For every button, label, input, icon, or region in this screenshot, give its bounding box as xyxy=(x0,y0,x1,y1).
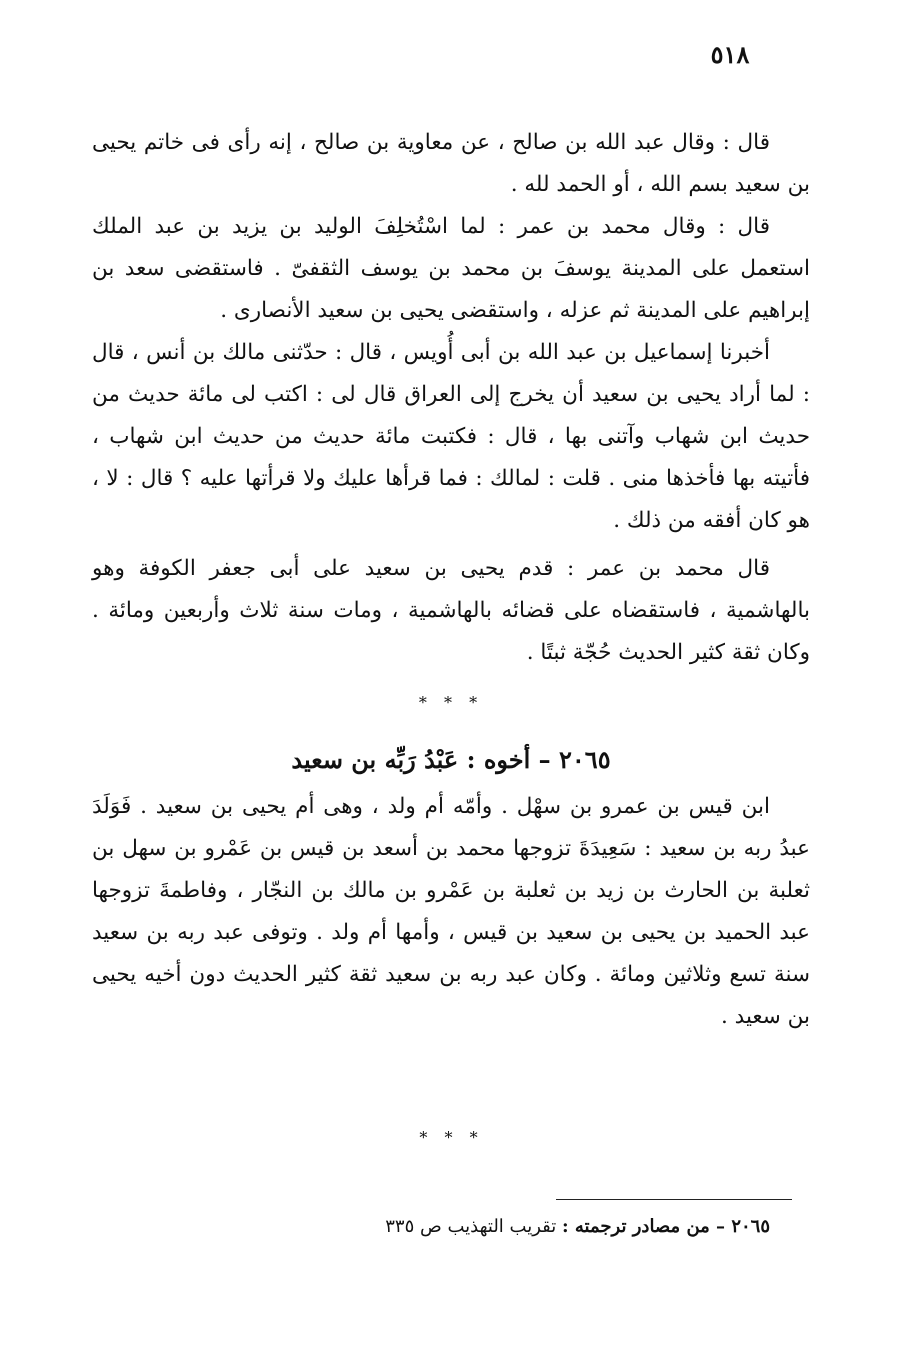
page-number: ٥١٨ xyxy=(710,40,750,69)
paragraph-1: قال : وقال عبد الله بن صالح ، عن معاوية بن صالح ، إنه رأى فى خاتم يحيى بن سعيد بسم الله ، أو الحمد لله . xyxy=(92,130,810,197)
footnote xyxy=(300,1212,770,1242)
entry-paragraph: ابن قيس بن عمرو بن سهْل . وأمّه أم ولد ، وهى أم يحيى بن سعيد . فَوَلَدَ عبدُ ربه بن سعيد : سَعِيدَةَ تزوجها محمد بن أسعد بن قيس بن عَمْرو بن سهل بن ثعلبة بن الحارث بن زيد بن ثعلبة بن عَمْرو بن مالك بن النجّار ، وفاطمةَ تزوجها عبد الحميد بن يحيى بن سعيد بن قيس ، وأمها أم ولد . وتوفى عبد ربه بن سعيد سنة تسع وثلاثين ومائة . وكان عبد ربه بن سعيد ثقة كثير الحديث دون أخيه يحيى بن سعيد . xyxy=(92,794,810,1029)
footnote-label: ٢٠٦٥ – من مصادر ترجمته : xyxy=(562,1216,770,1237)
entry-heading: ٢٠٦٥ – أخوه : عَبْدُ رَبِّه بن سعيد xyxy=(291,745,611,774)
section-separator: * * * xyxy=(418,693,484,712)
paragraph-3: أخبرنا إسماعيل بن عبد الله بن أبى أُويس ، قال : حدّثنى مالك بن أنس ، قال : لما أراد يحيى بن سعيد أن يخرج إلى العراق قال لى : اكتب لى مائة حديث من حديث ابن شهاب وآتنى بها ، قال : فكتبت مائة حديث من حديث ابن شهاب ، فأتيته بها فأخذها منى . قلت : لمالك : فما قرأها عليك ولا قرأتها عليه ؟ قال : لا ، هو كان أفقه من ذلك . xyxy=(92,340,810,533)
main-text xyxy=(92,122,810,1038)
paragraph-2: قال : وقال محمد بن عمر : لما اسْتُخلِفَ الوليد بن يزيد بن عبد الملك استعمل على المدينة يوسفَ بن محمد بن يوسف الثقفىّ . فاستقضى سعد بن إبراهيم على المدينة ثم عزله ، واستقضى يحيى بن سعيد الأنصارى . xyxy=(92,214,810,323)
footnote-rule xyxy=(556,1199,792,1200)
footnote-text: تقريب التهذيب ص ٣٣٥ xyxy=(385,1216,557,1237)
paragraph-4: قال محمد بن عمر : قدم يحيى بن سعيد على أبى جعفر الكوفة وهو بالهاشمية ، فاستقضاه على قضائه بالهاشمية ، ومات سنة ثلاث وأربعين ومائة . وكان ثقة كثير الحديث حُجّة ثبتًا . xyxy=(92,556,810,665)
end-separator: * * * xyxy=(419,1128,484,1147)
